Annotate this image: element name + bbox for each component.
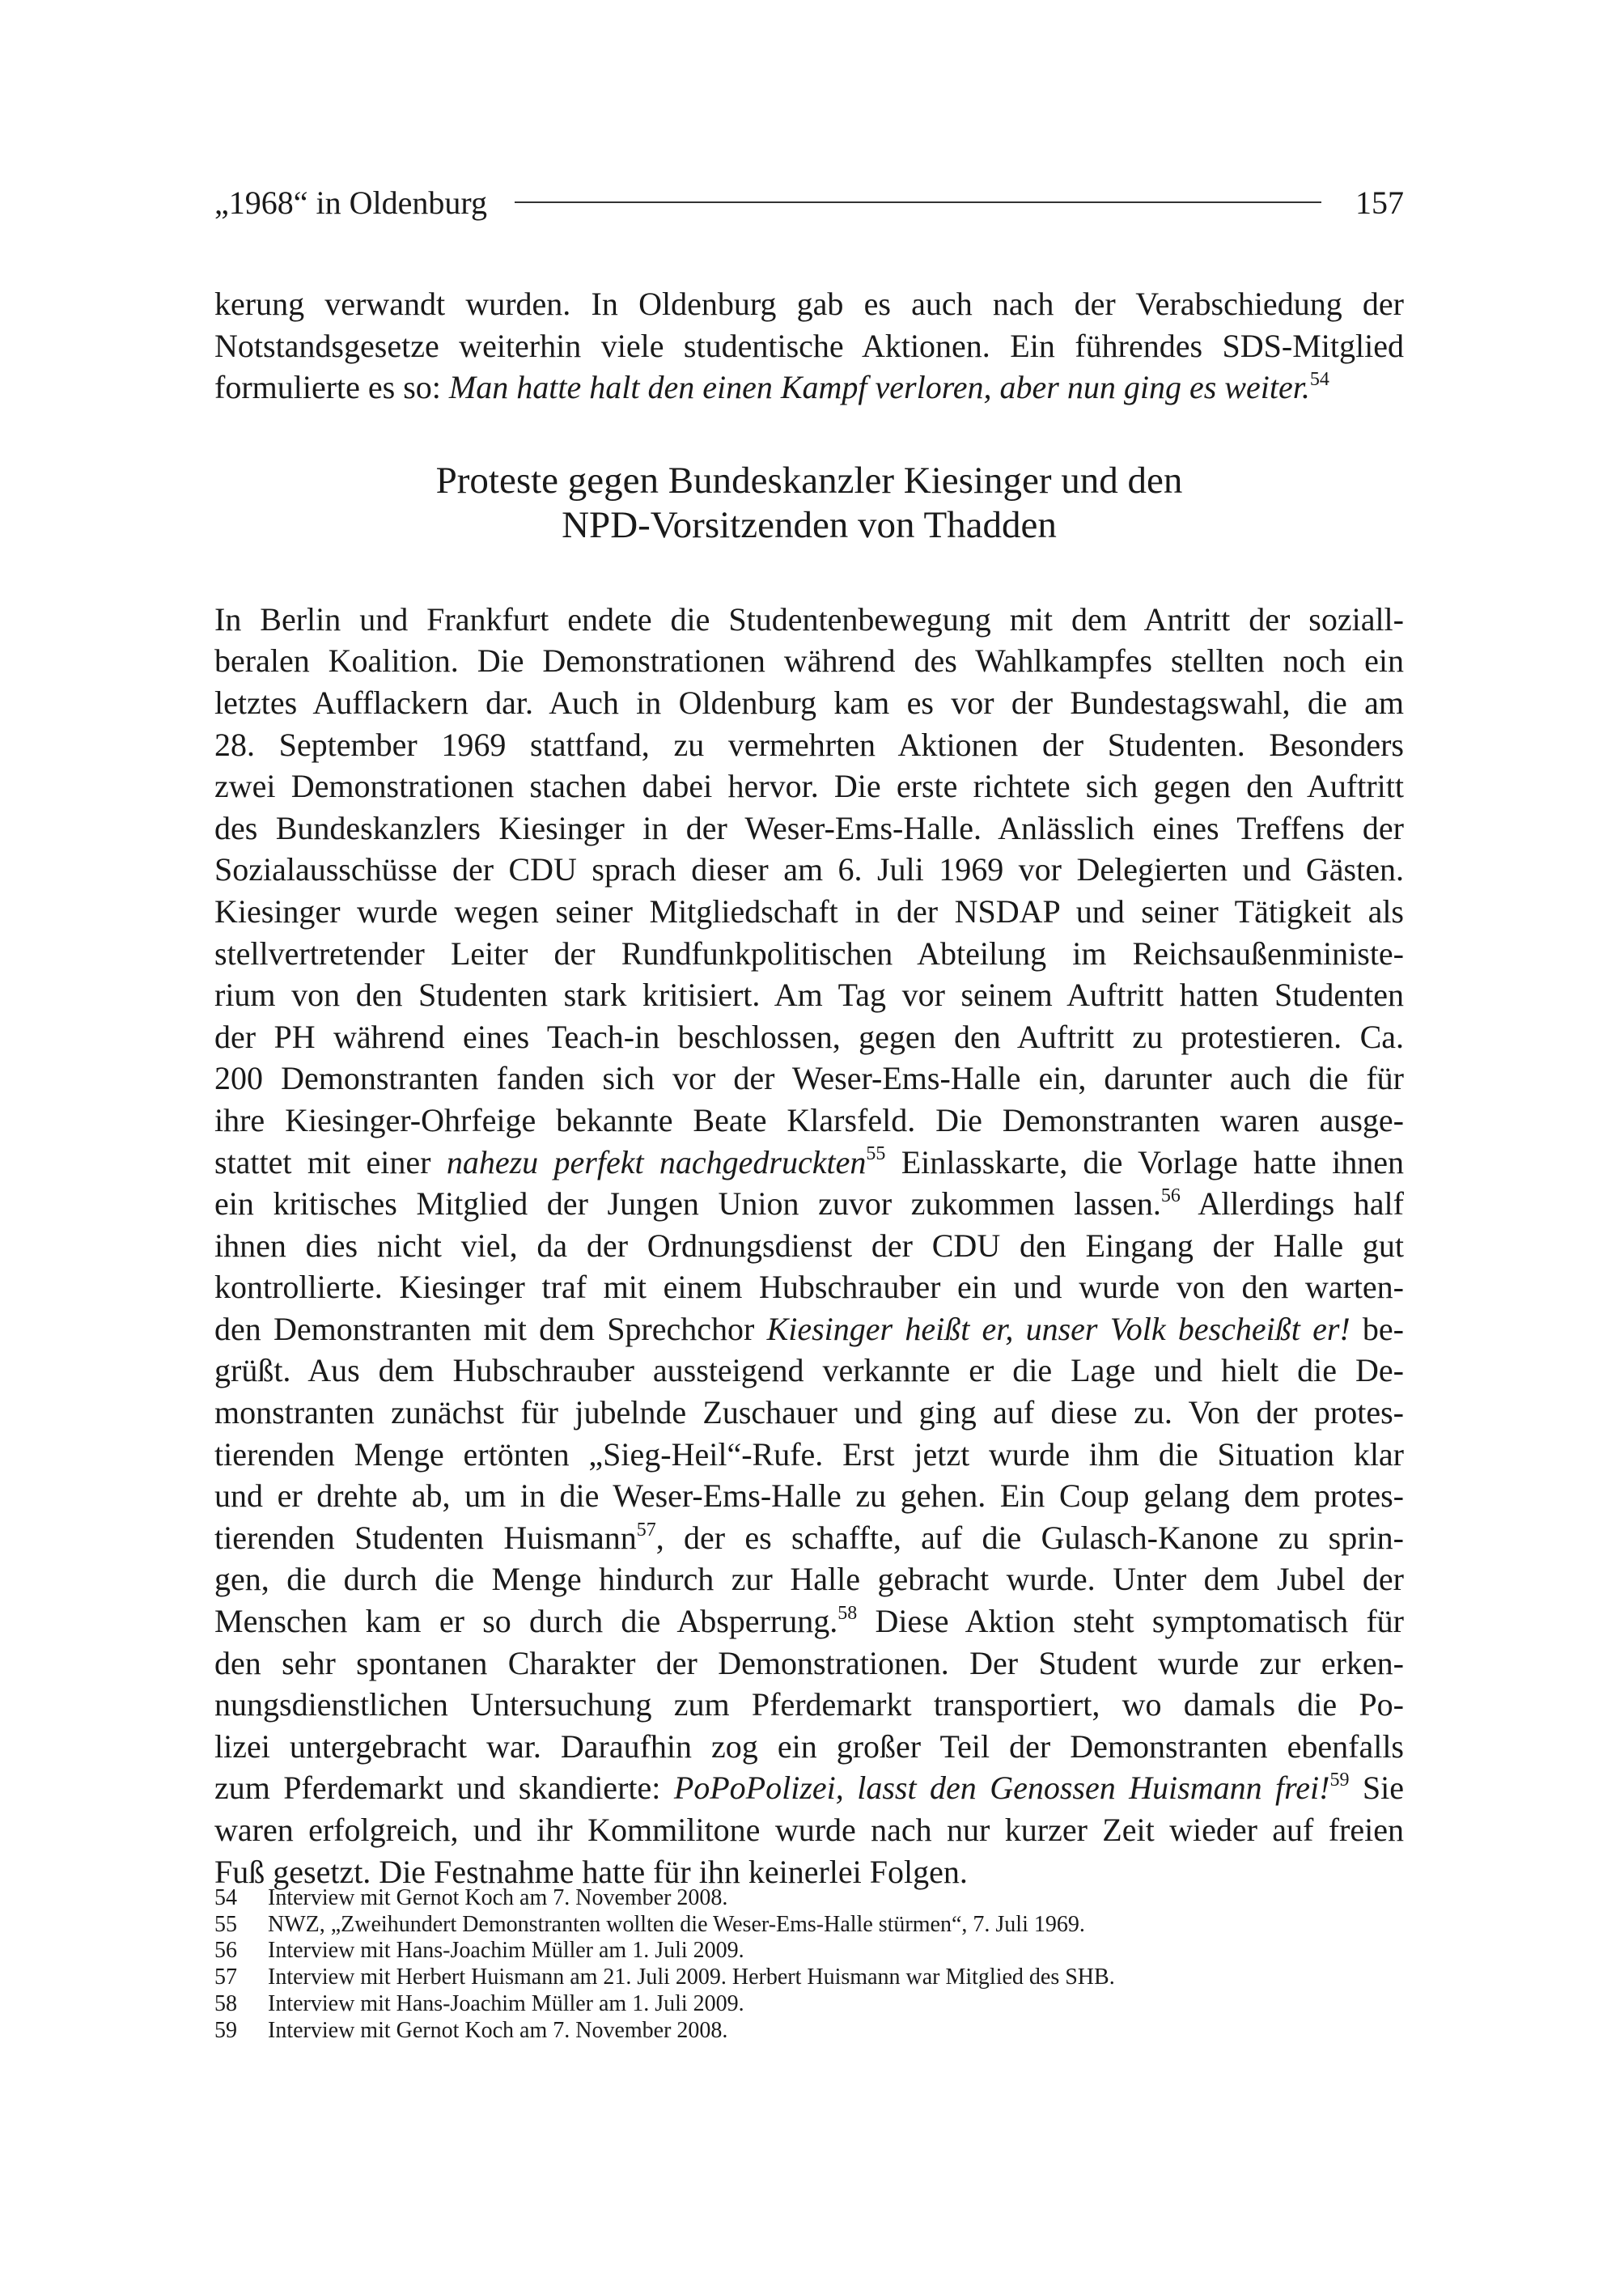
text-run: Diese Aktion steht symptomatisch für: [857, 1603, 1405, 1640]
text-line: ihnen dies nicht viel, da der Ordnungsdienst der CDU den Eingang der Halle gut: [214, 1227, 1404, 1264]
footnote-text: Interview mit Herbert Huismann am 21. Juli 2009. Herbert Huismann war Mitglied des SHB.: [268, 1965, 1115, 1990]
text-line: rium von den Studenten stark kritisiert. Am Tag vor seinem Auftritt hatten Studenten: [214, 977, 1404, 1014]
footnote: [214, 2018, 1404, 2045]
quote-italic: Kiesinger heißt er, unser Volk bescheißt er!: [766, 1310, 1351, 1347]
text-line: kerung verwandt wurden. In Oldenburg gab es auch nach der Verabschiedung der: [214, 286, 1404, 322]
text-line: Kiesinger wurde wegen seiner Mitgliedschaft in der NSDAP und seiner Tätigkeit als: [214, 892, 1404, 930]
section-heading: [214, 459, 1404, 548]
footnote-ref: 56: [1160, 1185, 1181, 1206]
text-run: Menschen kam er so durch die Absperrung.: [214, 1603, 838, 1640]
text-run: Einlasskarte, die Vorlage hatte ihnen: [885, 1143, 1405, 1180]
footnote-number: 55: [214, 1911, 237, 1937]
text-line: ihre Kiesinger-Ohrfeige bekannte Beate Klarsfeld. Die Demonstranten waren ausge-: [214, 1101, 1404, 1138]
text-run: ein kritisches Mitglied der Jungen Union zuvor zukommen lassen.: [214, 1185, 1161, 1223]
text-line: [214, 1517, 1404, 1559]
text-line: des Bundeskanzlers Kiesinger in der Weser-Ems-Halle. Anlässlich eines Treffens der: [214, 809, 1404, 846]
header-rule: [515, 201, 1321, 203]
body-paragraph: [214, 599, 1404, 1892]
footnote: [214, 1965, 1404, 1991]
footnote-number: 59: [214, 2017, 237, 2043]
running-title: „1968“ in Oldenburg: [214, 184, 487, 221]
footnote: [214, 1991, 1404, 2018]
footnote-text: Interview mit Hans-Joachim Müller am 1. Juli 2009.: [268, 1938, 744, 1964]
heading-line: NPD-Vorsitzenden von Thadden: [562, 503, 1057, 546]
text-line: zwei Demonstrationen stachen dabei hervor. Die erste richtete sich gegen den Auftritt: [214, 768, 1404, 805]
text-line: [214, 367, 1404, 409]
footnote-text: NWZ, „Zweihundert Demonstranten wollten die Weser-Ems-Halle stürmen“, 7. Juli 1969.: [268, 1911, 1085, 1937]
footnote-ref: 55: [866, 1143, 886, 1165]
text-line: [214, 1600, 1404, 1642]
footnote-ref: 59: [1329, 1770, 1350, 1791]
page-number: 157: [1355, 184, 1404, 221]
text-line: gen, die durch die Menge hindurch zur Halle gebracht wurde. Unter dem Jubel der: [214, 1561, 1404, 1598]
text-run: Sie: [1349, 1770, 1404, 1807]
text-line: monstranten zunächst für jubelnde Zuschauer und ging auf diese zu. Von der protes-: [214, 1394, 1404, 1431]
text-line: Fuß gesetzt. Die Festnahme hatte für ihn keinerlei Folgen.: [214, 1853, 968, 1890]
quote-italic: Man hatte halt den einen Kampf verloren, aber nun ging es weiter.: [448, 369, 1310, 406]
text-line: [214, 1142, 1404, 1184]
footnote-ref: 57: [636, 1519, 656, 1541]
text-line: 200 Demonstranten fanden sich vor der Weser-Ems-Halle ein, darunter auch die für: [214, 1060, 1404, 1097]
text-line: 28. September 1969 stattfand, zu vermehrten Aktionen der Studenten. Besonders: [214, 726, 1404, 763]
text-line: lizei untergebracht war. Daraufhin zog ein großer Teil der Demonstranten ebenfalls: [214, 1727, 1404, 1765]
text-line: Notstandsgesetze weiterhin viele studentische Aktionen. Ein führendes SDS-Mitglied: [214, 327, 1404, 364]
quote-italic: nahezu perfekt nachgedruckten: [446, 1143, 867, 1180]
footnote-ref: 54: [1309, 368, 1329, 390]
text-line: [214, 1183, 1404, 1225]
text-run: , der es schaffte, auf die Gulasch-Kanone zu sprin-: [655, 1519, 1404, 1556]
footnote-number: 56: [214, 1938, 237, 1964]
footnote-ref: 58: [837, 1602, 858, 1624]
intro-paragraph: [214, 283, 1404, 409]
text-line: kontrollierte. Kiesinger traf mit einem Hubschrauber ein und wurde von den warten-: [214, 1269, 1404, 1306]
text-line: nungsdienstlichen Untersuchung zum Pferdemarkt transportiert, wo damals die Po-: [214, 1686, 1404, 1723]
text-line: letztes Aufflackern dar. Auch in Oldenburg kam es vor der Bundestagswahl, die am: [214, 684, 1404, 721]
footnote: [214, 1912, 1404, 1939]
text-line: stellvertretender Leiter der Rundfunkpolitischen Abteilung im Reichsaußenministe-: [214, 935, 1404, 972]
text-run: den Demonstranten mit dem Sprechchor: [214, 1310, 767, 1347]
text-run: Allerdings half: [1180, 1185, 1404, 1223]
footnote-text: Interview mit Gernot Koch am 7. November 2008.: [268, 1885, 728, 1910]
footnote-number: 57: [214, 1965, 237, 1990]
text-run: zum Pferdemarkt und skandierte:: [214, 1770, 674, 1807]
text-line: waren erfolgreich, und ihr Kommilitone wurde nach nur kurzer Zeit wieder auf freien: [214, 1812, 1404, 1848]
text-line: den sehr spontanen Charakter der Demonstrationen. Der Student wurde zur erken-: [214, 1644, 1404, 1681]
footnotes: [214, 1885, 1404, 2044]
footnote-number: 58: [214, 1990, 237, 2016]
running-header: [214, 178, 1404, 227]
text-run: stattet mit einer: [214, 1143, 447, 1180]
footnote-text: Interview mit Hans-Joachim Müller am 1. Juli 2009.: [268, 1990, 744, 2016]
text-line: [214, 1308, 1404, 1350]
text-line: grüßt. Aus dem Hubschrauber aussteigend verkannte er die Lage und hielt die De-: [214, 1352, 1404, 1389]
footnote: [214, 1938, 1404, 1965]
text-line: [214, 1767, 1404, 1809]
text-line: tierenden Menge ertönten „Sieg-Heil“-Rufe. Erst jetzt wurde ihm die Situation klar: [214, 1435, 1404, 1473]
text-line: beralen Koalition. Die Demonstrationen während des Wahlkampfes stellten noch ein: [214, 642, 1404, 680]
text-line: und er drehte ab, um in die Weser-Ems-Halle zu gehen. Ein Coup gelang dem protes-: [214, 1477, 1404, 1515]
quote-italic: PoPoPolizei, lasst den Genossen Huismann frei!: [673, 1770, 1330, 1807]
heading-line: Proteste gegen Bundeskanzler Kiesinger und den: [435, 459, 1183, 502]
text-run: tierenden Studenten Huismann: [214, 1519, 637, 1556]
footnote: [214, 1885, 1404, 1912]
text-run: be-: [1350, 1310, 1405, 1347]
text-line: der PH während eines Teach-in beschlossen, gegen den Auftritt zu protestieren. Ca.: [214, 1018, 1404, 1055]
text-line: In Berlin und Frankfurt endete die Studentenbewegung mit dem Antritt der soziall-: [214, 600, 1404, 638]
footnote-text: Interview mit Gernot Koch am 7. November 2008.: [268, 2017, 728, 2043]
text-line: Sozialausschüsse der CDU sprach dieser am 6. Juli 1969 vor Delegierten und Gästen.: [214, 851, 1404, 888]
footnote-number: 54: [214, 1885, 237, 1910]
page: [214, 178, 1404, 1892]
text-run: formulierte es so:: [214, 369, 449, 406]
